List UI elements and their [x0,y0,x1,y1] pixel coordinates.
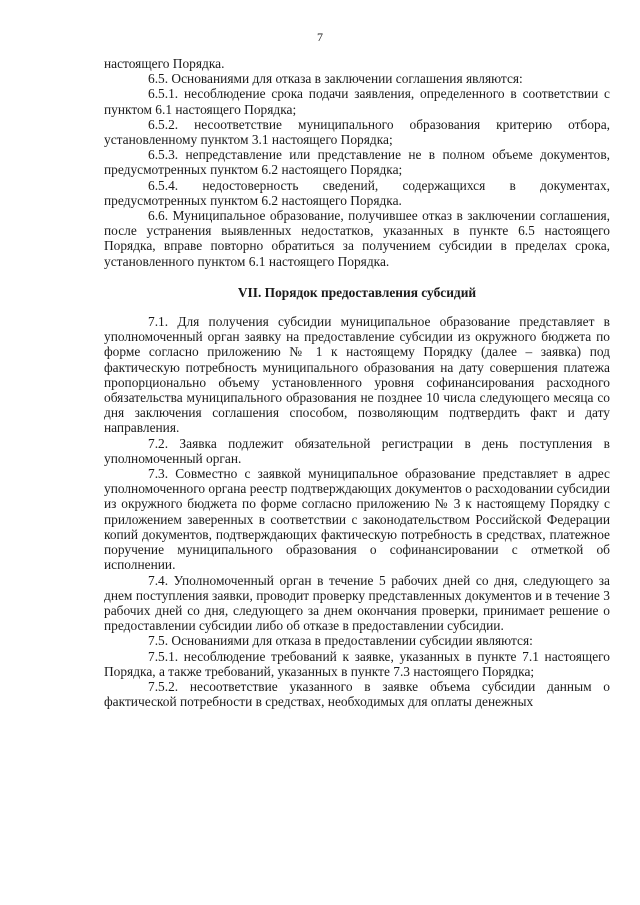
paragraph-6-5: 6.5. Основаниями для отказа в заключении соглашения являются: [148,71,523,87]
paragraph-6-5-4: 6.5.4. недостоверность сведений, содержащихся в документах, предусмотренных пунктом 6.2 настоящего Порядка. [104,177,610,208]
paragraph-7-2: 7.2. Заявка подлежит обязательной регистрации в день поступления в уполномоченный орган. [104,435,610,466]
paragraph-7-5: 7.5. Основаниями для отказа в предоставлении субсидии являются: [148,633,533,649]
paragraph-7-1: 7.1. Для получения субсидии муниципальное образование представляет в уполномоченный орган заявку на предоставление субсидии из окружного бюджета по форме согласно приложению № 1 к настоящему Порядку (далее – заявка) под фактическую потребность муниципального образования на дату совершения платежа пропорционально объему установленного уровня софинансирования расходного обязательства муниципального образования не позднее 10 числа следующего месяца со дня заключения соглашения способом, позволяющим подтвердить факт и дату направления. [104,314,610,436]
paragraph-6-5-3: 6.5.3. непредставление или представление не в полном объеме документов, предусмотренных пунктом 6.2 настоящего Порядка; [104,147,610,178]
paragraph-7-3: 7.3. Совместно с заявкой муниципальное образование представляет в адрес уполномоченного органа реестр подтверждающих документов о расходовании субсидии из окружного бюджета по форме согласно приложению № 3 к настоящему Порядку с приложением заверенных в соответствии с законодательством Российской Федерации копий документов, подтверждающих фактическую потребность в средствах, платежное поручение муниципального образования о софинансировании с отметкой об исполнении. [104,466,610,573]
paragraph-7-5-1: 7.5.1. несоблюдение требований к заявке, указанных в пункте 7.1 настоящего Порядка, а также требований, указанных в пункте 7.3 настоящего Порядка; [104,648,610,679]
paragraph-6-6: 6.6. Муниципальное образование, получившее отказ в заключении соглашения, после устранения выявленных недостатков, указанных в пункте 6.5 настоящего Порядка, вправе повторно обратиться за получением субсидии в пределах срока, установленного пунктом 6.1 настоящего Порядка. [104,208,610,269]
paragraph-6-5-2: 6.5.2. несоответствие муниципального образования критерию отбора, установленному пунктом 3.1 настоящего Порядка; [104,116,610,148]
page-number: 7 [317,30,323,44]
paragraph-6-5-1: 6.5.1. несоблюдение срока подачи заявления, определенного в соответствии с пунктом 6.1 настоящего Порядка; [104,86,610,117]
paragraph-7-5-2: 7.5.2. несоответствие указанного в заявке объема субсидии данным о фактической потребности в средствах, необходимых для оплаты денежных [104,678,610,710]
paragraph-continuation: настоящего Порядка. [104,56,225,71]
paragraph-7-4: 7.4. Уполномоченный орган в течение 5 рабочих дней со дня, следующего за днем поступления заявки, проводит проверку представленных документов и в течение 3 рабочих дней со дня, следующего за днем окончания проверки, принимает решение о предоставлении субсидии либо об отказе в предоставлении субсидии. [104,572,610,634]
document-text [104,56,610,709]
section-title: VII. Порядок предоставления субсидий [237,284,477,300]
